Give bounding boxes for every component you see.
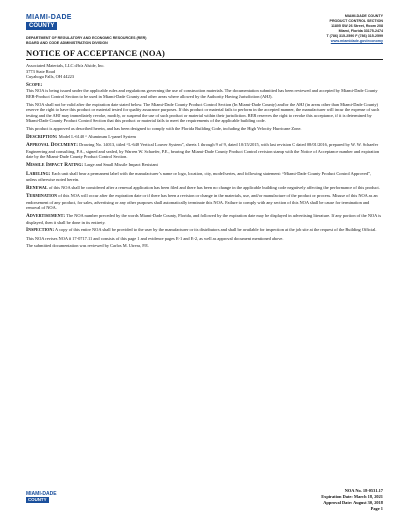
- description-heading: Description:: [26, 133, 58, 140]
- approval-document-heading: Approval Document:: [26, 142, 79, 149]
- inspection-text: A copy of this entire NOA shall be provided to the user by the manufacturer or its distributors and shall be available for inspection at the job site at the request of the Building Official.: [55, 227, 377, 233]
- office-phone: T (786) 315-2590 F (786) 315-2599: [326, 34, 383, 38]
- scope-paragraph-1: This NOA is being issued under the applicable rules and regulations governing the use of construction materials. The documentation submitted has been reviewed and accepted by Miami-Dade County RER-Product Control Section to be used in Miami-Dade County and other areas where allowed by the Authority Having Jurisdiction (AHJ).: [26, 88, 378, 99]
- labeling-section: [26, 171, 383, 183]
- division-name: BOARD AND CODE ADMINISTRATION DIVISION: [26, 41, 108, 45]
- scope-section: [26, 82, 383, 100]
- noa-number: NOA No. 18-0531.17: [344, 488, 383, 493]
- document-body: [26, 63, 383, 251]
- approval-document-text: Drawing No. 14013, titled “L-648 Vertical Louver System”, sheets 1 through 9 of 9, dated 10/15/2015, with last revision C dated 08/01/2016, prepared by W. W. Schaefer Engineering and consulting, P.A., signed and sealed, by Warren W. Schaefer, P.E., bearing the Miami-Dade County Product Control revision stamp with the Notice of Acceptance number and expiration date by the Miami-Dade County Product Control Section.: [26, 142, 380, 160]
- approval-document-section: [26, 142, 383, 160]
- missile-impact-text: Large and Small Missile Impact Resistant: [84, 161, 158, 167]
- noa-footer-info: [243, 488, 383, 512]
- office-city: Miami, Florida 33175-2474: [338, 29, 383, 33]
- office-street: 11805 SW 26 Street, Room 208: [331, 24, 383, 28]
- office-website-link[interactable]: www.miamidade.gov/economy: [330, 39, 383, 43]
- labeling-heading: Labeling:: [26, 170, 51, 177]
- header-divider: [26, 59, 383, 60]
- applicant-street: 3773 State Road: [26, 68, 56, 74]
- applicant-name: Associated Materials, LLC d/b/a Alside, Inc.: [26, 63, 105, 68]
- advertisement-heading: Advertisement:: [26, 213, 66, 220]
- applicant-city: Cuyahoga Falls, OH 44223: [26, 74, 75, 80]
- renewal-text: of this NOA shall be considered after a renewal application has been filed and there has been no change in the applicable building code negatively affecting the performance of this product.: [48, 184, 380, 190]
- termination-heading: Termination: [26, 193, 58, 200]
- description-text: Model L-6140 “ Aluminum L-panel System: [58, 133, 136, 139]
- miami-dade-logo: [26, 14, 78, 32]
- office-section: PRODUCT CONTROL SECTION: [329, 19, 383, 23]
- expiration-date: Expiration Date: March 18, 2021: [321, 494, 383, 499]
- department-name: DEPARTMENT OF REGULATORY AND ECONOMIC RESOURCES (RER): [26, 36, 147, 40]
- scope-heading: Scope:: [26, 81, 43, 88]
- office-address-block: [253, 14, 383, 44]
- renewal-heading: Renewal: [26, 184, 48, 191]
- scope-paragraph-3: This product is approved as described herein, and has been designed to comply with the Florida Building Code, including the High Velocity Hurricane Zone.: [26, 125, 302, 131]
- applicant-address: [26, 63, 383, 80]
- reviewer-statement: The submitted documentation was reviewed by Carlos M. Utrera, P.E.: [26, 243, 150, 249]
- approval-date: Approval Date: August 30, 2018: [323, 500, 383, 505]
- footer-miami-dade-logo: [26, 491, 64, 504]
- missile-impact-heading: Missile Impact Rating:: [26, 161, 84, 168]
- termination-section: [26, 193, 383, 211]
- description-section: [26, 134, 383, 141]
- labeling-text: Each unit shall bear a permanent label with the manufacturer’s name or logo, location, city, model/series, and following statement: “Miami-Dade County Product Control Approved”, unless otherwise noted herein.: [26, 170, 372, 183]
- logo-bottom-text: COUNTY: [26, 22, 57, 30]
- logo-top-text: MIAMI-DADE: [26, 14, 72, 21]
- renewal-section: [26, 185, 383, 192]
- advertisement-section: [26, 213, 383, 225]
- footer-logo-bottom-text: COUNTY: [28, 497, 47, 502]
- inspection-heading: Inspection:: [26, 227, 55, 234]
- advertisement-text: The NOA number preceded by the words Miami-Dade County, Florida, and followed by the expiration date may be displayed in advertising literature. If any portion of the NOA is displayed, then it shall be done in its entirety.: [26, 213, 382, 225]
- inspection-section: [26, 227, 383, 234]
- page-number: Page 1: [370, 506, 383, 511]
- revision-statement: This NOA revises NOA # 17-0717.11 and consists of this page 1 and evidence pages E-1 and E-2, as well as approval document mentioned above.: [26, 235, 284, 241]
- missile-impact-section: [26, 162, 383, 169]
- termination-text: of this NOA will occur after the expiration date or if there has been a revision or change in the materials, use, and/or manufacture of the product or process. Misuse of this NOA as an endorsement of any product, for sales, advertising or any other purposes shall automatically terminate this NOA. Failure to comply with any section of this NOA shall be cause for termination and removal of NOA.: [26, 193, 378, 211]
- page-title: NOTICE OF ACCEPTANCE (NOA): [26, 48, 166, 58]
- office-name: MIAMI-DADE COUNTY: [344, 14, 383, 18]
- department-block: [26, 36, 226, 46]
- scope-paragraph-2: This NOA shall not be valid after the expiration date stated below. The Miami-Dade County Product Control Section (In Miami-Dade County) and/or the AHJ (in areas other than Miami-Dade County) reserve the right to have this product or material tested for quality assurance purposes. If this product or material fails to perform in the accepted manner, the manufacturer will incur the expense of such testing and the AHJ may immediately revoke, modify, or suspend the use of such product or material within their jurisdiction. RER reserves the right to revoke this acceptance, if it is determined by Miami-Dade County Product Control Section that this product or material fails to meet the requirements of the applicable building code.: [26, 101, 380, 124]
- footer-logo-top-text: MIAMI-DADE: [26, 491, 57, 497]
